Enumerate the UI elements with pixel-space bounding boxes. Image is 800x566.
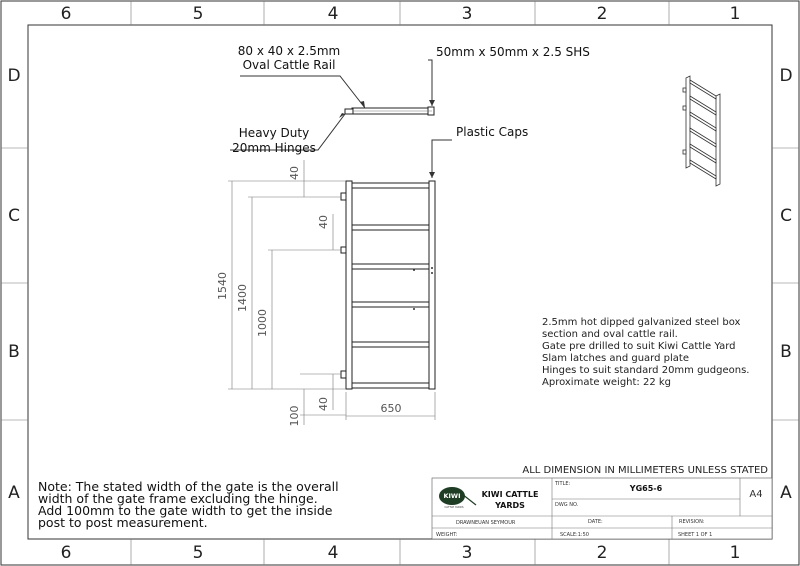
title-block-frame — [432, 478, 772, 539]
callout-oval-rail-line1: 80 x 40 x 2.5mm — [237, 44, 341, 58]
spec-note-4: Slam latches and guard plate — [542, 353, 689, 364]
inner-border — [28, 25, 772, 539]
width-note-line1: Note: The stated width of the gate is the overall — [38, 479, 339, 494]
zone-row-right-b: B — [780, 342, 792, 362]
zone-row-left-d: D — [7, 66, 21, 86]
zone-row-right-a: A — [780, 483, 792, 503]
dim-latch-height: 1000 — [256, 309, 269, 337]
callout-hinges-line2: 20mm Hinges — [232, 141, 316, 155]
zone-row-right-c: C — [780, 206, 792, 226]
zone-row-left-a: A — [8, 483, 20, 503]
spec-note-3: Gate pre drilled to suit Kiwi Cattle Yard — [542, 341, 736, 352]
drawn-label: DRAWN: — [456, 520, 477, 526]
zone-col-bottom-5: 5 — [192, 543, 204, 563]
callout-caps: Plastic Caps — [456, 125, 529, 139]
spec-note-6: Aproximate weight: 22 kg — [542, 377, 672, 388]
width-note-line2: width of the gate frame excluding the hinge. — [38, 491, 318, 506]
dim-frame-height: 1400 — [236, 284, 249, 312]
zone-col-top-2: 2 — [596, 4, 608, 24]
callout-leaders — [230, 60, 452, 178]
spec-note-2: section and oval cattle rail. — [542, 329, 678, 340]
zone-col-top-6: 6 — [60, 4, 72, 24]
dim-top-offset: 40 — [288, 166, 301, 180]
callout-oval-rail-line2: Oval Cattle Rail — [242, 58, 336, 72]
zone-col-bottom-1: 1 — [729, 543, 741, 563]
zone-col-bottom-3: 3 — [461, 543, 473, 563]
weight-label: WEIGHT: — [436, 532, 458, 538]
dwg-no-label: DWG NO. — [555, 502, 579, 508]
title-value: YG65-6 — [629, 484, 663, 493]
zone-row-left-c: C — [8, 206, 20, 226]
callout-hinges-line1: Heavy Duty — [238, 126, 310, 140]
dim-mid-offset: 40 — [317, 215, 330, 229]
date-label: DATE: — [588, 519, 603, 525]
sheet-value: SHEET 1 OF 1 — [678, 532, 713, 538]
zone-row-left-b: B — [8, 342, 20, 362]
gate-isometric-view — [683, 76, 720, 186]
company-name-line2: YARDS — [495, 501, 525, 510]
zone-col-top-3: 3 — [461, 4, 473, 24]
sheet-size: A4 — [749, 489, 763, 500]
dim-width: 650 — [380, 402, 402, 415]
zone-col-top-1: 1 — [729, 4, 741, 24]
gate-top-view — [345, 107, 434, 115]
width-note-line4: post to post measurement. — [38, 515, 208, 530]
zone-col-top-5: 5 — [192, 4, 204, 24]
zone-col-bottom-2: 2 — [596, 543, 608, 563]
units-note: ALL DIMENSION IN MILLIMETERS UNLESS STATED — [522, 465, 768, 476]
zone-col-bottom-6: 6 — [60, 543, 72, 563]
dim-bottom-hinge-offset: 40 — [317, 397, 330, 411]
spec-note-1: 2.5mm hot dipped galvanized steel box — [542, 317, 741, 328]
company-name-line1: KIWI CATTLE — [481, 490, 539, 499]
dim-overall-height: 1540 — [216, 272, 229, 300]
title-label: TITLE: — [555, 481, 571, 487]
logo-text: KIWI — [443, 492, 461, 500]
callout-shs: 50mm x 50mm x 2.5 SHS — [436, 45, 590, 59]
zone-row-right-d: D — [779, 66, 793, 86]
zone-col-bottom-4: 4 — [327, 543, 339, 563]
gate-front-view — [341, 181, 435, 389]
zone-col-top-4: 4 — [327, 4, 339, 24]
width-note-line3: Add 100mm to the gate width to get the inside — [38, 503, 333, 518]
logo-subtext: CATTLE YARDS — [444, 506, 464, 509]
spec-note-5: Hinges to suit standard 20mm gudgeons. — [542, 365, 750, 376]
scale-value: SCALE:1:50 — [560, 532, 589, 538]
drawn-value: EUAN SEYMOUR — [475, 520, 516, 526]
dim-bottom-clearance: 100 — [288, 405, 301, 427]
revision-label: REVISION: — [679, 519, 705, 525]
